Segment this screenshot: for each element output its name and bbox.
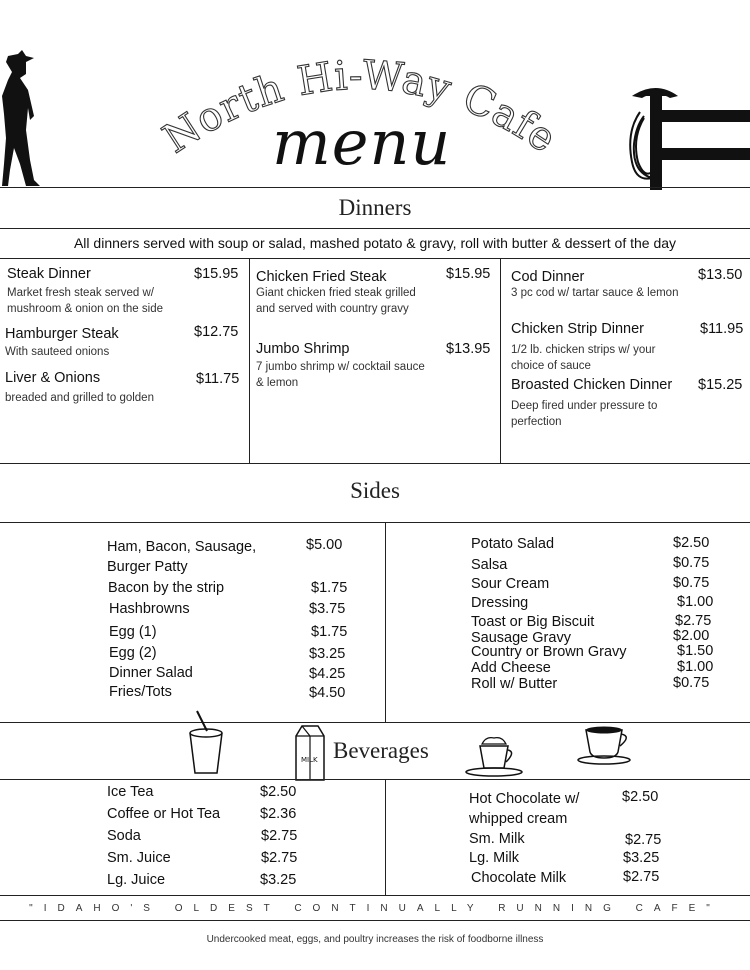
dinner-item-name: Cod Dinner (511, 269, 585, 285)
side-item-name: Egg (1) (109, 624, 157, 640)
hot-chocolate-icon (464, 730, 524, 780)
dinner-item-desc: With sauteed onions (5, 346, 110, 358)
coffee-cup-icon (576, 722, 634, 768)
side-item-price: $2.75 (675, 613, 712, 629)
beverage-item-price: $2.50 (622, 789, 659, 805)
beverage-item-price: $2.50 (260, 784, 297, 800)
dinner-item-desc: breaded and grilled to golden (5, 392, 154, 404)
beverage-item-name: Lg. Milk (469, 850, 519, 866)
side-item-price: $3.75 (309, 601, 346, 617)
side-item-price: $5.00 (306, 537, 343, 553)
dinner-item-desc: Giant chicken fried steak grilled and served with country gravy (256, 287, 416, 315)
dinner-item-price: $11.95 (700, 321, 744, 337)
side-item-name: Toast or Big Biscuit (471, 614, 595, 630)
side-item-name: Fries/Tots (109, 684, 172, 700)
cowboy-silhouette-icon (0, 50, 45, 190)
dinner-item-name: Steak Dinner (7, 266, 91, 282)
side-item-price: $2.00 (673, 628, 710, 644)
beverage-item-name: Sm. Juice (107, 850, 171, 866)
fence-with-hat-icon (622, 82, 750, 190)
dinner-item-price: $15.95 (446, 266, 491, 282)
beverage-item-name: Hot Chocolate w/ whipped cream (469, 791, 580, 827)
side-item-price: $0.75 (673, 575, 710, 591)
side-item-price: $1.50 (677, 643, 714, 659)
side-item-name: Salsa (471, 557, 508, 573)
beverage-item-name: Lg. Juice (107, 872, 166, 888)
restaurant-name: North Hi-Way Cafe (155, 52, 565, 163)
beverage-item-price: $2.75 (261, 828, 298, 844)
beverage-item-name: Chocolate Milk (471, 870, 567, 886)
beverages-heading: Beverages (333, 738, 429, 763)
dinners-heading: Dinners (338, 195, 412, 220)
foodborne-warning: Undercooked meat, eggs, and poultry increases the risk of foodborne illness (206, 934, 544, 945)
side-item-name: Bacon by the strip (108, 580, 225, 596)
side-item-price: $1.00 (677, 659, 714, 675)
side-item-price: $4.50 (309, 685, 346, 701)
beverage-item-price: $3.25 (260, 872, 297, 888)
dinner-item-desc: Deep fired under pressure to perfection (511, 400, 658, 428)
dinner-item-price: $12.75 (194, 324, 239, 340)
dinner-item-price: $15.95 (194, 266, 239, 282)
side-item-name: Ham, Bacon, Sausage, Burger Patty (107, 539, 257, 575)
dinner-item-name: Broasted Chicken Dinner (511, 377, 673, 393)
beverage-item-price: $3.25 (623, 850, 660, 866)
dinner-item-price: $11.75 (196, 371, 240, 387)
dinner-item-price: $13.50 (698, 267, 743, 283)
side-item-price: $1.75 (311, 580, 348, 596)
dinner-item-desc: 1/2 lb. chicken strips w/ your choice of sauce (511, 344, 656, 372)
side-item-name: Potato Salad (471, 536, 555, 552)
dinners-note: All dinners served with soup or salad, mashed potato & gravy, roll with butter & dessert of the day (73, 235, 677, 251)
dinner-item-name: Jumbo Shrimp (256, 341, 350, 357)
side-item-price: $0.75 (673, 675, 710, 691)
dinner-item-desc: 7 jumbo shrimp w/ cocktail sauce & lemon (256, 361, 425, 389)
beverage-item-price: $2.75 (623, 869, 660, 885)
side-item-price: $1.75 (311, 624, 348, 640)
side-item-price: $2.50 (673, 535, 710, 551)
dinner-item-name: Chicken Strip Dinner (511, 321, 644, 337)
side-item-price: $3.25 (309, 646, 346, 662)
dinner-item-desc: Market fresh steak served w/ mushroom & onion on the side (7, 287, 163, 315)
soda-cup-icon (185, 707, 227, 777)
beverage-item-price: $2.75 (625, 832, 662, 848)
beverage-item-price: $2.75 (261, 850, 298, 866)
dinner-item-name: Hamburger Steak (5, 326, 119, 342)
milk-label: MILK (301, 756, 318, 764)
milk-carton-icon (288, 724, 330, 782)
beverage-item-price: $2.36 (260, 806, 297, 822)
dinner-item-name: Chicken Fried Steak (256, 269, 387, 285)
tagline: "IDAHO'S OLDEST CONTINUALLY RUNNING CAFE" (29, 903, 721, 914)
beverage-item-name: Soda (107, 828, 141, 844)
dinner-item-price: $15.25 (698, 377, 743, 393)
side-item-name: Sour Cream (471, 576, 550, 592)
dinner-item-desc: 3 pc cod w/ tartar sauce & lemon (511, 287, 679, 299)
side-item-name: Roll w/ Butter (471, 676, 558, 692)
menu-title: menu (272, 106, 452, 179)
side-item-name: Hashbrowns (109, 601, 190, 617)
dinner-item-name: Liver & Onions (5, 370, 101, 386)
side-item-name: Add Cheese (471, 660, 551, 676)
side-item-name: Sausage Gravy (471, 630, 571, 646)
side-item-name: Country or Brown Gravy (471, 644, 627, 660)
side-item-name: Egg (2) (109, 645, 157, 661)
side-item-price: $4.25 (309, 666, 346, 682)
beverage-item-name: Sm. Milk (469, 831, 525, 847)
side-item-price: $0.75 (673, 555, 710, 571)
dinner-item-price: $13.95 (446, 341, 491, 357)
sides-heading: Sides (350, 478, 400, 503)
side-item-name: Dressing (471, 595, 529, 611)
side-item-price: $1.00 (677, 594, 714, 610)
side-item-name: Dinner Salad (109, 665, 193, 681)
beverage-item-name: Coffee or Hot Tea (107, 806, 221, 822)
beverage-item-name: Ice Tea (107, 784, 154, 800)
